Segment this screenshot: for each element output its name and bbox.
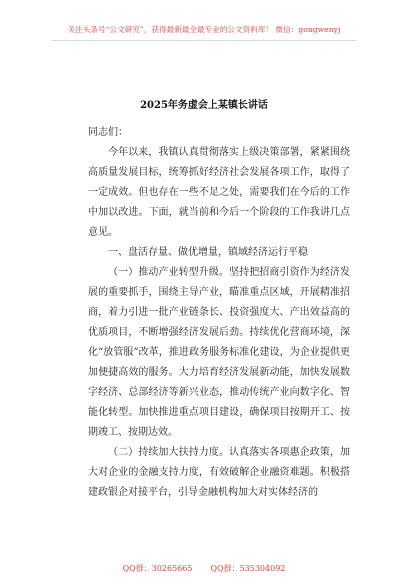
paragraph-item-1: （一）推动产业转型升级。坚持把招商引资作为经济发展的重要抓手，围绕主导产业，瞄准重点区域，开展精准招商，着力引进一批产业链条长、投资强度大、产出效益高的优质项目，不断增强经济发展后劲。持续优化营商环境，深化“放管服”改革，推进政务服务标准化建设，为企业提供更加便捷高效的服务。大力培育经济发展新动能，加快发展数字经济、总部经济等新兴业态，推动传统产业向数字化、智能化转型。加快推进重点项目建设，确保项目按期开工、按期竣工、按期达效。 [88,267,350,438]
document-body [88,123,350,503]
section-heading-1: 一、盘活存量、做优增量，镇域经济运行平稳 [108,247,308,258]
greeting: 同志们： [88,127,128,138]
header-divider [52,40,356,41]
footer-contacts [0,563,408,574]
footer-qq-group-1: QQ群：30265665 [122,564,193,573]
paragraph-item-2: （二）持续加大扶持力度。认真落实各项惠企政策，加大对企业的金融支持力度，有效破解企业融资难题。积极搭建政银企对接平台，引导金融机构加大对实体经济的 [88,447,350,498]
footer-qq-group-2: QQ群：535304092 [210,564,286,573]
document-title: 2025年务虚会上某镇长讲话 [140,100,268,111]
paragraph-intro: 今年以来，我镇认真贯彻落实上级决策部署，紧紧围绕高质量发展目标，统筹抓好经济社会发展各项工作，取得了一定成效。但也存在一些不足之处，需要我们在今后的工作中加以改进。下面，就当前和今后一个阶段的工作我讲几点意见。 [88,147,350,238]
header-banner: 关注头条号“公文研究”，获得最新最全最专业的公文资料库！ 微信：gongwenyj [67,25,341,34]
